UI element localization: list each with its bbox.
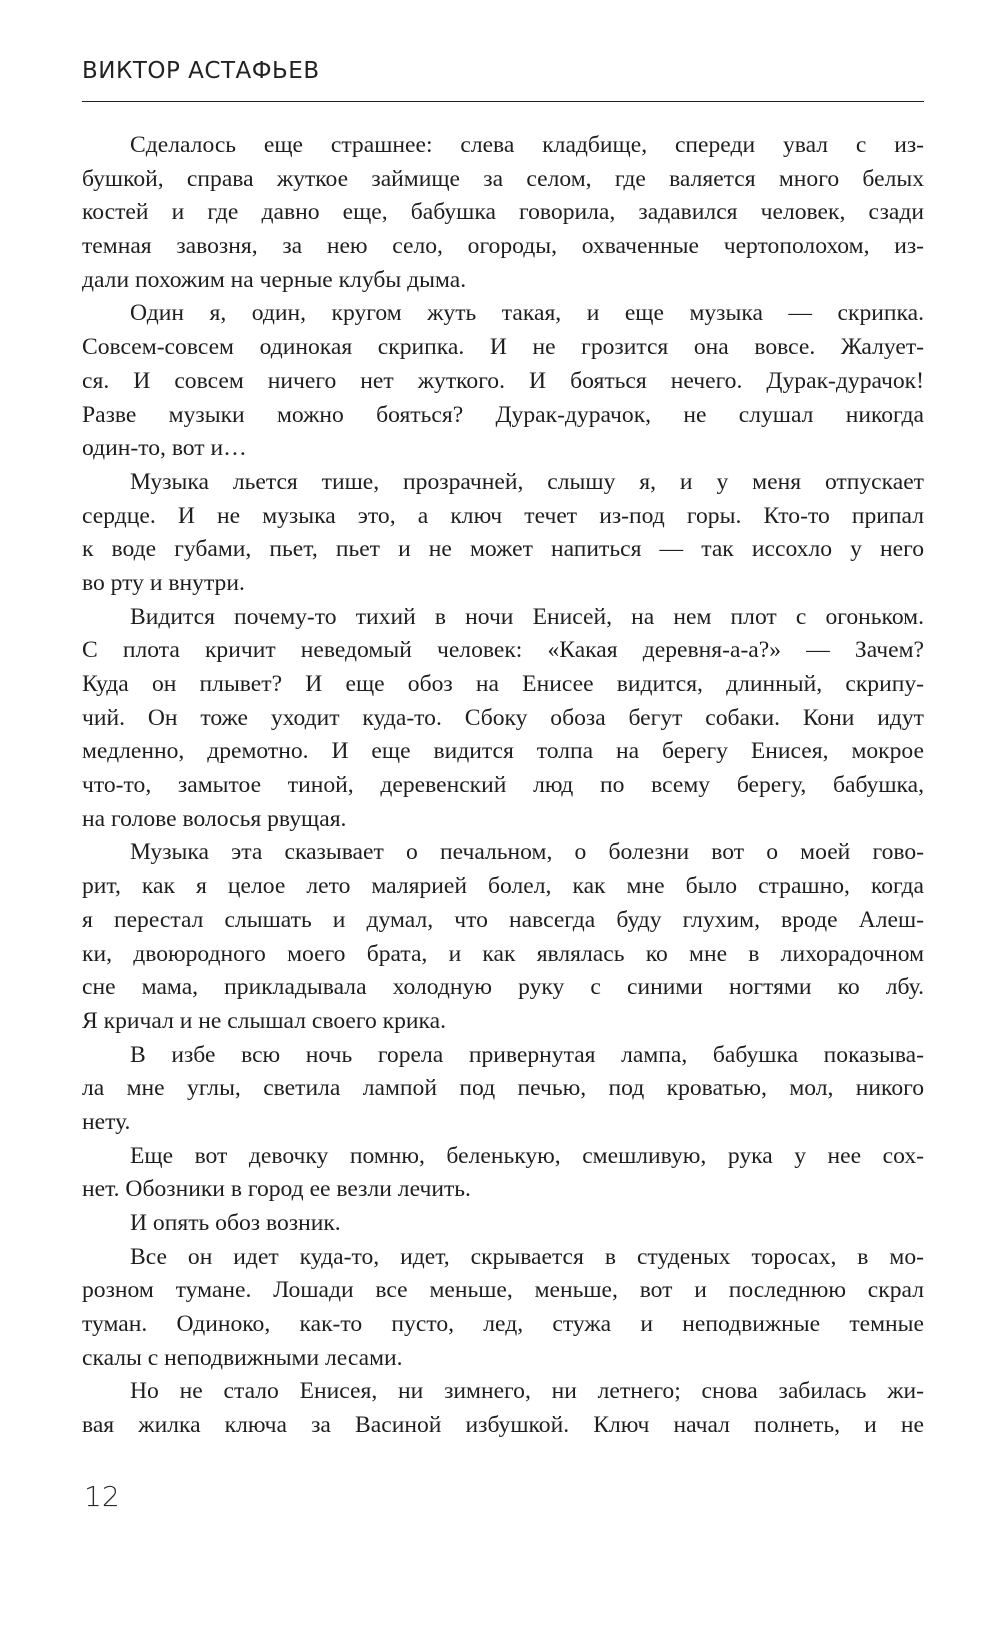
text-line: Куда он плывет? И еще обоз на Енисее видится, длинный, скрипу- xyxy=(82,671,924,697)
body-text xyxy=(82,129,924,1443)
text-line: к воде губами, пьет, пьет и не может напиться — так иссохло у него xyxy=(82,536,924,563)
text-line: один-то, вот и… xyxy=(82,435,247,462)
paragraph-7 xyxy=(82,1140,924,1207)
text-line: ки, двоюродного моего брата, и как являлась ко мне в лихорадочном xyxy=(82,940,924,967)
paragraph-5 xyxy=(82,836,924,1038)
paragraph-3 xyxy=(82,466,924,601)
text-line: Музыка эта сказывает о печальном, о болезни вот о моей гово- xyxy=(130,839,924,866)
text-line: С плота кричит неведомый человек: «Какая деревня-а-а?» — Зачем? xyxy=(82,637,924,664)
paragraph-6 xyxy=(82,1039,924,1140)
text-line: В избе всю ночь горела привернутая лампа, бабушка показыва- xyxy=(130,1041,924,1068)
text-line: бушкой, справа жуткое займище за селом, где валяется много белых xyxy=(82,165,924,192)
running-head-author: ВИКТОР АСТАФЬЕВ xyxy=(82,58,320,84)
text-line: я перестал слышать и думал, что навсегда буду глухим, вроде Алеш- xyxy=(82,906,924,933)
text-line: нету. xyxy=(82,1108,131,1135)
text-line: Разве музыки можно бояться? Дурак-дурачок, не слушал никогда xyxy=(82,401,924,428)
text-line: скалы с неподвижными лесами. xyxy=(82,1344,403,1371)
text-line: Но не стало Енисея, ни зимнего, ни летнего; снова забилась жи- xyxy=(130,1378,924,1405)
text-line: Сделалось еще страшнее: слева кладбище, спереди увал с из- xyxy=(130,132,924,158)
text-line: вая жилка ключа за Васиной избушкой. Ключ начал полнеть, и не xyxy=(82,1412,924,1439)
paragraph-4 xyxy=(82,601,924,837)
text-line: И опять обоз возник. xyxy=(130,1210,341,1236)
text-line: нет. Обозники в город ее везли лечить. xyxy=(82,1176,471,1203)
paragraph-8 xyxy=(82,1207,924,1241)
paragraph-1 xyxy=(82,129,924,297)
text-line: сердце. И не музыка это, а ключ течет из-под горы. Кто-то припал xyxy=(82,502,924,529)
text-line: Еще вот девочку помню, беленькую, смешливую, рука у нее сох- xyxy=(130,1142,924,1169)
text-line: туман. Одиноко, как-то пусто, лед, стужа и неподвижные темные xyxy=(82,1311,924,1338)
text-line: Совсем-совсем одинокая скрипка. И не грозится она вовсе. Жалует- xyxy=(82,334,924,361)
text-line: костей и где давно еще, бабушка говорила, задавился человек, сзади xyxy=(82,199,924,226)
text-line: дали похожим на черные клубы дыма. xyxy=(82,266,467,293)
header-rule xyxy=(82,101,924,102)
paragraph-9 xyxy=(82,1241,924,1376)
text-line: Один я, один, кругом жуть такая, и еще музыка — скрипка. xyxy=(130,300,924,327)
paragraph-2 xyxy=(82,297,924,465)
text-line: на голове волосья рвущая. xyxy=(82,805,347,832)
text-line: ся. И совсем ничего нет жуткого. И бояться нечего. Дурак-дурачок! xyxy=(82,367,924,394)
text-line: во рту и внутри. xyxy=(82,569,245,596)
text-line: темная завозня, за нею село, огороды, охваченные чертополохом, из- xyxy=(82,233,924,260)
page-number: 12 xyxy=(84,1480,120,1513)
text-line: Все он идет куда-то, идет, скрывается в студеных торосах, в мо- xyxy=(130,1243,924,1270)
text-line: ла мне углы, светила лампой под печью, под кроватью, мол, никого xyxy=(82,1075,924,1102)
text-line: что-то, замытое тиной, деревенский люд по всему берегу, бабушка, xyxy=(82,772,924,799)
text-line: чий. Он тоже уходит куда-то. Сбоку обоза бегут собаки. Кони идут xyxy=(82,704,924,731)
paragraph-10 xyxy=(82,1375,924,1442)
text-line: сне мама, прикладывала холодную руку с синими ногтями ко лбу. xyxy=(82,974,924,1001)
text-line: медленно, дремотно. И еще видится толпа на берегу Енисея, мокрое xyxy=(82,738,924,765)
text-line: Я кричал и не слышал своего крика. xyxy=(82,1007,447,1034)
text-line: розном тумане. Лошади все меньше, меньше, вот и последнюю скрал xyxy=(82,1277,924,1304)
text-line: Видится почему-то тихий в ночи Енисей, на нем плот с огоньком. xyxy=(130,603,924,630)
text-line: рит, как я целое лето малярией болел, как мне было страшно, когда xyxy=(82,873,924,900)
text-line: Музыка льется тише, прозрачней, слышу я, и у меня отпускает xyxy=(130,468,924,495)
